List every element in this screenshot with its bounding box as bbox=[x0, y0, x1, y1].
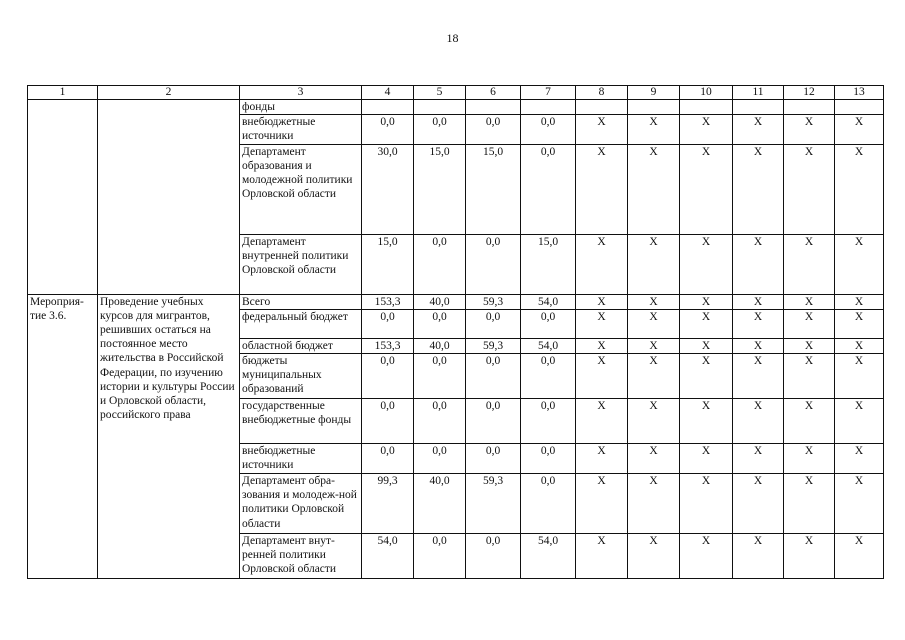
mark-cell: X bbox=[784, 309, 835, 338]
mark-cell: X bbox=[680, 294, 733, 309]
value-cell bbox=[414, 100, 466, 115]
value-cell: 0,0 bbox=[466, 444, 521, 474]
mark-cell: X bbox=[628, 294, 680, 309]
mark-cell: X bbox=[733, 309, 784, 338]
value-cell: 40,0 bbox=[414, 474, 466, 534]
mark-cell: X bbox=[835, 354, 884, 399]
value-cell: 0,0 bbox=[521, 115, 576, 144]
mark-cell: X bbox=[835, 534, 884, 579]
value-cell: 0,0 bbox=[466, 309, 521, 338]
mark-cell: X bbox=[576, 444, 628, 474]
mark-cell: X bbox=[733, 115, 784, 144]
column-header: 8 bbox=[576, 86, 628, 100]
activity-number-cell bbox=[28, 100, 98, 295]
value-cell: 0,0 bbox=[362, 354, 414, 399]
mark-cell bbox=[784, 100, 835, 115]
mark-cell: X bbox=[628, 354, 680, 399]
mark-cell: X bbox=[680, 338, 733, 353]
column-header: 13 bbox=[835, 86, 884, 100]
value-cell: 153,3 bbox=[362, 338, 414, 353]
value-cell: 0,0 bbox=[362, 115, 414, 144]
mark-cell: X bbox=[784, 444, 835, 474]
mark-cell: X bbox=[835, 144, 884, 234]
column-header: 11 bbox=[733, 86, 784, 100]
column-header: 6 bbox=[466, 86, 521, 100]
value-cell: 0,0 bbox=[521, 354, 576, 399]
value-cell: 0,0 bbox=[414, 309, 466, 338]
mark-cell: X bbox=[628, 338, 680, 353]
funding-source-cell: государственные внебюджетные фонды bbox=[240, 399, 362, 444]
funding-source-cell: Департамент внутренней политики Орловской области bbox=[240, 234, 362, 294]
mark-cell: X bbox=[576, 338, 628, 353]
mark-cell: X bbox=[733, 444, 784, 474]
value-cell: 0,0 bbox=[466, 354, 521, 399]
value-cell: 0,0 bbox=[466, 534, 521, 579]
mark-cell: X bbox=[784, 338, 835, 353]
table-row bbox=[28, 100, 884, 115]
value-cell: 0,0 bbox=[521, 309, 576, 338]
column-header: 12 bbox=[784, 86, 835, 100]
mark-cell bbox=[835, 100, 884, 115]
mark-cell: X bbox=[784, 474, 835, 534]
value-cell: 40,0 bbox=[414, 338, 466, 353]
funding-source-cell: бюджеты муниципальных образований bbox=[240, 354, 362, 399]
mark-cell: X bbox=[576, 294, 628, 309]
mark-cell: X bbox=[835, 234, 884, 294]
page-number: 18 bbox=[446, 31, 459, 45]
mark-cell: X bbox=[628, 399, 680, 444]
mark-cell: X bbox=[576, 354, 628, 399]
value-cell: 54,0 bbox=[362, 534, 414, 579]
mark-cell: X bbox=[835, 474, 884, 534]
value-cell: 0,0 bbox=[466, 399, 521, 444]
value-cell: 59,3 bbox=[466, 474, 521, 534]
mark-cell: X bbox=[680, 444, 733, 474]
column-header: 4 bbox=[362, 86, 414, 100]
value-cell bbox=[362, 100, 414, 115]
column-header: 5 bbox=[414, 86, 466, 100]
header-row bbox=[28, 86, 884, 100]
value-cell: 0,0 bbox=[414, 444, 466, 474]
value-cell: 15,0 bbox=[414, 144, 466, 234]
mark-cell: X bbox=[784, 115, 835, 144]
value-cell: 40,0 bbox=[414, 294, 466, 309]
mark-cell bbox=[680, 100, 733, 115]
mark-cell: X bbox=[784, 294, 835, 309]
funding-source-cell: Департамент внут-ренней политики Орловской области bbox=[240, 534, 362, 579]
mark-cell: X bbox=[628, 144, 680, 234]
value-cell: 0,0 bbox=[466, 234, 521, 294]
mark-cell: X bbox=[576, 474, 628, 534]
column-header: 9 bbox=[628, 86, 680, 100]
mark-cell: X bbox=[835, 444, 884, 474]
mark-cell: X bbox=[733, 234, 784, 294]
value-cell: 0,0 bbox=[414, 534, 466, 579]
mark-cell: X bbox=[733, 474, 784, 534]
mark-cell: X bbox=[576, 399, 628, 444]
mark-cell: X bbox=[576, 144, 628, 234]
value-cell bbox=[521, 100, 576, 115]
mark-cell: X bbox=[733, 399, 784, 444]
value-cell: 0,0 bbox=[414, 399, 466, 444]
mark-cell: X bbox=[835, 338, 884, 353]
mark-cell: X bbox=[680, 234, 733, 294]
column-header: 7 bbox=[521, 86, 576, 100]
mark-cell: X bbox=[576, 234, 628, 294]
table-row bbox=[28, 294, 884, 309]
funding-source-cell: федеральный бюджет bbox=[240, 309, 362, 338]
activity-number-cell: Мероприя-тие 3.6. bbox=[28, 294, 98, 578]
value-cell bbox=[466, 100, 521, 115]
mark-cell: X bbox=[576, 534, 628, 579]
mark-cell: X bbox=[680, 144, 733, 234]
funding-source-cell: Департамент образования и молодежной политики Орловской области bbox=[240, 144, 362, 234]
mark-cell bbox=[733, 100, 784, 115]
funding-source-cell: Департамент обра-зования и молодеж-ной политики Орловской области bbox=[240, 474, 362, 534]
budget-table bbox=[27, 85, 884, 579]
mark-cell: X bbox=[680, 354, 733, 399]
mark-cell: X bbox=[784, 234, 835, 294]
mark-cell: X bbox=[733, 294, 784, 309]
mark-cell: X bbox=[576, 115, 628, 144]
value-cell: 153,3 bbox=[362, 294, 414, 309]
mark-cell: X bbox=[784, 144, 835, 234]
funding-source-cell: Всего bbox=[240, 294, 362, 309]
value-cell: 0,0 bbox=[521, 399, 576, 444]
mark-cell: X bbox=[628, 115, 680, 144]
column-header: 10 bbox=[680, 86, 733, 100]
mark-cell: X bbox=[733, 534, 784, 579]
funding-source-cell: внебюджетные источники bbox=[240, 444, 362, 474]
value-cell: 0,0 bbox=[521, 144, 576, 234]
funding-source-cell: внебюджетные источники bbox=[240, 115, 362, 144]
activity-description-cell: Проведение учебных курсов для мигрантов, решивших остаться на постоянное место жительства в Российской Федерации, по изучению истории и культуры России и Орловской области, российского права bbox=[98, 294, 240, 578]
mark-cell: X bbox=[733, 144, 784, 234]
mark-cell: X bbox=[628, 474, 680, 534]
value-cell: 59,3 bbox=[466, 294, 521, 309]
column-header: 3 bbox=[240, 86, 362, 100]
mark-cell: X bbox=[733, 354, 784, 399]
mark-cell: X bbox=[628, 444, 680, 474]
value-cell: 99,3 bbox=[362, 474, 414, 534]
activity-description-cell bbox=[98, 100, 240, 295]
funding-source-cell: фонды bbox=[240, 100, 362, 115]
mark-cell: X bbox=[835, 294, 884, 309]
mark-cell: X bbox=[784, 534, 835, 579]
mark-cell: X bbox=[680, 309, 733, 338]
mark-cell: X bbox=[680, 474, 733, 534]
mark-cell: X bbox=[576, 309, 628, 338]
mark-cell: X bbox=[733, 338, 784, 353]
value-cell: 0,0 bbox=[521, 474, 576, 534]
mark-cell: X bbox=[628, 234, 680, 294]
value-cell: 54,0 bbox=[521, 338, 576, 353]
mark-cell: X bbox=[680, 115, 733, 144]
value-cell: 0,0 bbox=[362, 399, 414, 444]
value-cell: 15,0 bbox=[466, 144, 521, 234]
mark-cell: X bbox=[784, 399, 835, 444]
value-cell: 30,0 bbox=[362, 144, 414, 234]
value-cell: 0,0 bbox=[362, 309, 414, 338]
value-cell: 0,0 bbox=[466, 115, 521, 144]
value-cell: 54,0 bbox=[521, 534, 576, 579]
value-cell: 0,0 bbox=[414, 234, 466, 294]
mark-cell bbox=[576, 100, 628, 115]
mark-cell: X bbox=[784, 354, 835, 399]
table-body bbox=[28, 86, 884, 579]
mark-cell: X bbox=[835, 115, 884, 144]
column-header: 1 bbox=[28, 86, 98, 100]
value-cell: 0,0 bbox=[521, 444, 576, 474]
mark-cell: X bbox=[835, 309, 884, 338]
value-cell: 0,0 bbox=[414, 115, 466, 144]
value-cell: 0,0 bbox=[414, 354, 466, 399]
value-cell: 54,0 bbox=[521, 294, 576, 309]
value-cell: 59,3 bbox=[466, 338, 521, 353]
column-header: 2 bbox=[98, 86, 240, 100]
mark-cell bbox=[628, 100, 680, 115]
mark-cell: X bbox=[835, 399, 884, 444]
value-cell: 15,0 bbox=[521, 234, 576, 294]
mark-cell: X bbox=[680, 534, 733, 579]
mark-cell: X bbox=[680, 399, 733, 444]
mark-cell: X bbox=[628, 309, 680, 338]
funding-source-cell: областной бюджет bbox=[240, 338, 362, 353]
value-cell: 15,0 bbox=[362, 234, 414, 294]
value-cell: 0,0 bbox=[362, 444, 414, 474]
mark-cell: X bbox=[628, 534, 680, 579]
